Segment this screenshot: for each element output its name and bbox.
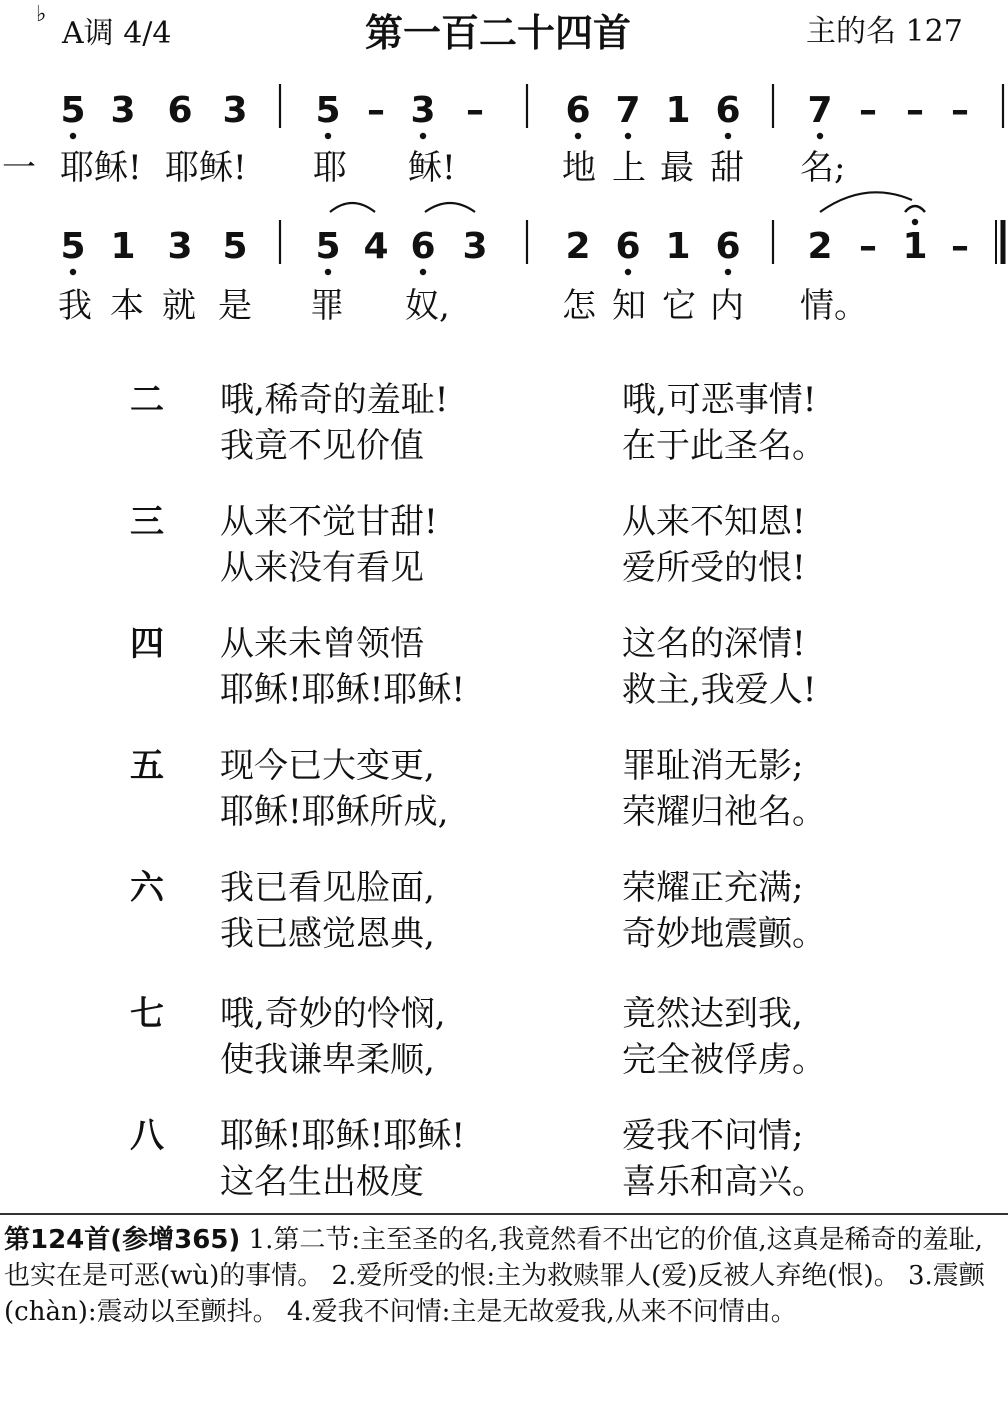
verse-number: 八 <box>130 1116 164 1156</box>
staff-2-note-m1-4: 5 <box>222 226 248 267</box>
verse-line: 哦,可恶事情! <box>622 380 817 420</box>
staff-2-note-m2-3: 6 <box>410 226 436 267</box>
staff-1-note-m4-4: – <box>951 90 969 131</box>
staff-1-note-m4-3: – <box>906 90 924 131</box>
verse-1-label: 一 <box>2 148 36 188</box>
staff-2-note-m2-1: 5 <box>315 226 341 267</box>
staff-2-lyric: 知 <box>612 286 646 326</box>
verse-line: 喜乐和高兴。 <box>622 1162 826 1202</box>
octave-dot <box>575 133 581 139</box>
staff-2-lyric: 奴, <box>405 286 450 326</box>
verse-line: 使我谦卑柔顺, <box>220 1040 435 1080</box>
staff-2-lyric: 它 <box>662 286 696 326</box>
staff-2-note-m2-4: 3 <box>462 226 488 267</box>
octave-dot <box>625 133 631 139</box>
staff-1-note-m4-1: 7 <box>807 90 833 131</box>
staff-1-note-m2-4: – <box>466 90 484 131</box>
staff-1-lyric: 耶稣! <box>165 148 247 188</box>
staff-1-note-m3-1: 6 <box>565 90 591 131</box>
staff-1-lyric: 甜 <box>710 148 744 188</box>
flat-sign: ♭ <box>36 2 47 27</box>
octave-dot <box>420 269 426 275</box>
octave-dot <box>70 269 76 275</box>
slur <box>425 203 475 212</box>
octave-dot <box>817 133 823 139</box>
verse-line: 荣耀归祂名。 <box>622 792 826 832</box>
staff-1-note-m2-2: – <box>367 90 385 131</box>
octave-dot <box>70 133 76 139</box>
footnote-text: 1.第二节:主至圣的名,我竟然看不出它的价值,这真是稀奇的羞耻,也实在是可恶(wù)的事情。 2.爱所受的恨:主为救赎罪人(爱)反被人弃绝(恨)。 3.震颤(chàn):震动以至颤抖。 4.爱我不问情:主是无故爱我,从来不问情由。 <box>4 1225 985 1327</box>
category-page-number: 主的名 127 <box>806 14 963 49</box>
verse-line: 荣耀正充满; <box>622 868 804 908</box>
verse-line: 从来没有看见 <box>220 548 424 588</box>
verse-line: 我竟不见价值 <box>220 426 424 466</box>
staff-1-note-m3-3: 1 <box>665 90 691 131</box>
staff-1-lyric: 最 <box>660 148 694 188</box>
verse-block <box>0 986 1008 1096</box>
verse-number: 三 <box>130 502 164 542</box>
verse-block <box>0 860 1008 970</box>
octave-dot <box>725 133 731 139</box>
octave-dot <box>420 133 426 139</box>
verse-line: 罪耻消无影; <box>622 746 804 786</box>
footnote-label: 第124首(参增365) <box>4 1225 241 1255</box>
staff-2-lyric: 是 <box>218 286 252 326</box>
verse-line: 耶稣!耶稣!耶稣! <box>220 1116 465 1156</box>
staff-2-note-m4-1: 2 <box>807 226 833 267</box>
staff-2-lyric: 情。 <box>800 286 868 326</box>
staff-2-lyric: 罪 <box>310 286 344 326</box>
verse-number: 七 <box>130 994 164 1034</box>
slur <box>820 192 912 212</box>
verse-line: 从来不觉甘甜! <box>220 502 438 542</box>
verse-block <box>0 494 1008 604</box>
verse-line: 竟然达到我, <box>622 994 803 1034</box>
staff-1-note-m2-1: 5 <box>315 90 341 131</box>
staff-1-lyric: 耶稣! <box>60 148 142 188</box>
octave-dot <box>625 269 631 275</box>
verse-line: 哦,奇妙的怜悯, <box>220 994 446 1034</box>
verse-line: 现今已大变更, <box>220 746 435 786</box>
hymn-title: 第一百二十四首 <box>365 11 632 55</box>
staff-1-note-m4-2: – <box>859 90 877 131</box>
staff-2-note-m4-4: – <box>951 226 969 267</box>
verse-number: 四 <box>130 624 164 664</box>
octave-dot <box>725 269 731 275</box>
staff-2-lyric: 本 <box>110 286 144 326</box>
footnote-divider <box>0 1213 1008 1215</box>
staff-2-note-m3-4: 6 <box>715 226 741 267</box>
staff-2-note-m1-1: 5 <box>60 226 86 267</box>
verse-number: 二 <box>130 380 164 420</box>
staff-2-note-m1-3: 3 <box>167 226 193 267</box>
verse-line: 这名的深情! <box>622 624 806 664</box>
verse-line: 耶稣!耶稣!耶稣! <box>220 670 465 710</box>
key-signature: A调 4/4 <box>62 16 172 51</box>
octave-dot <box>325 269 331 275</box>
slur <box>330 203 375 212</box>
staff-2-lyric: 内 <box>710 286 744 326</box>
verse-block <box>0 372 1008 482</box>
verse-line: 在于此圣名。 <box>622 426 826 466</box>
staff-1 <box>60 90 969 131</box>
verse-line: 爱我不问情; <box>622 1116 804 1156</box>
staff-1-lyric: 上 <box>612 148 646 188</box>
staff-2-note-m1-2: 1 <box>110 226 136 267</box>
staff-1-note-m2-3: 3 <box>410 90 436 131</box>
staff-2 <box>60 226 969 267</box>
staff-2-lyric: 我 <box>58 286 92 326</box>
staff-2-lyric: 就 <box>162 286 196 326</box>
verse-line: 从来不知恩! <box>622 502 806 542</box>
staff-2-note-m3-2: 6 <box>615 226 641 267</box>
verse-line: 奇妙地震颤。 <box>622 914 826 954</box>
verse-line: 我已感觉恩典, <box>220 914 435 954</box>
verse-line: 我已看见脸面, <box>220 868 435 908</box>
staff-1-lyric: 地 <box>562 148 596 188</box>
fermata <box>905 206 925 212</box>
verse-block <box>0 738 1008 848</box>
staff-1-lyric: 稣! <box>408 148 456 188</box>
staff-1-note-m1-2: 3 <box>110 90 136 131</box>
staff-2-note-m4-2: – <box>859 226 877 267</box>
verse-line: 从来未曾领悟 <box>220 624 424 664</box>
octave-dot <box>325 133 331 139</box>
staff-1-lyric: 名; <box>800 148 846 188</box>
staff-2-lyric: 怎 <box>562 286 596 326</box>
verse-number: 五 <box>130 746 164 786</box>
staff-2-note-m3-1: 2 <box>565 226 591 267</box>
verse-block <box>0 616 1008 726</box>
staff-1-note-m3-4: 6 <box>715 90 741 131</box>
staff-1-note-m1-1: 5 <box>60 90 86 131</box>
verse-line: 这名生出极度 <box>220 1162 424 1202</box>
staff-2-note-m3-3: 1 <box>665 226 691 267</box>
staff-1-note-m3-2: 7 <box>615 90 641 131</box>
verse-line: 哦,稀奇的羞耻! <box>220 380 449 420</box>
staff-2-note-m4-3: 1 <box>902 226 928 267</box>
verse-line: 救主,我爱人! <box>622 670 817 710</box>
verse-block <box>0 1108 1008 1218</box>
high-octave-dot <box>912 219 918 225</box>
footnote <box>4 1222 1004 1330</box>
staff-1-note-m1-3: 6 <box>167 90 193 131</box>
verse-number: 六 <box>130 868 164 908</box>
staff-1-lyric: 耶 <box>313 148 347 188</box>
staff-2-note-m2-2: 4 <box>363 226 389 267</box>
verse-line: 完全被俘虏。 <box>622 1040 826 1080</box>
staff-1-note-m1-4: 3 <box>222 90 248 131</box>
verse-line: 耶稣!耶稣所成, <box>220 792 449 832</box>
verse-line: 爱所受的恨! <box>622 548 806 588</box>
